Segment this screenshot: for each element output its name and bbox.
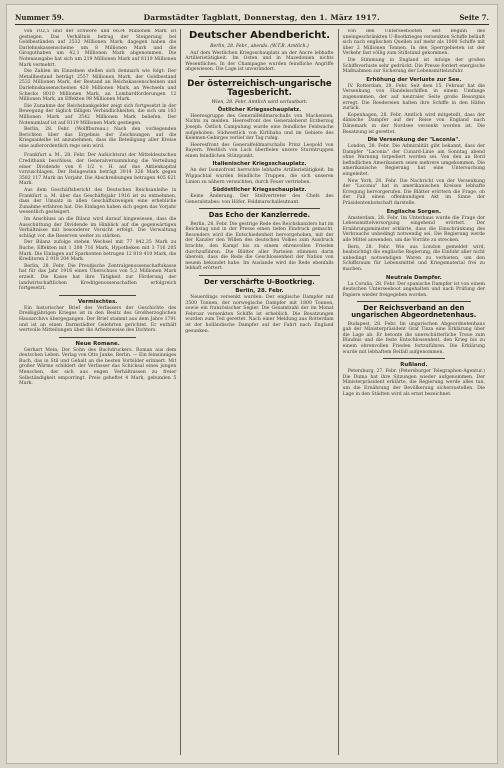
subheading: Erhöhung der Verluste zur See. bbox=[366, 76, 462, 83]
article-paragraph: Amsterdam, 28. Febr. Im Unterhaus wurde die Frage der Lebensmittelversorgung eingehend erörtert. Der Ernährungsminister erklärte, dass die Einschränkung des Verbrauchs unbedingt notwendig sei. Die Regierung werde alle Mittel anwenden, um die Vorräte zu strecken. bbox=[342, 215, 485, 243]
divider bbox=[199, 76, 319, 77]
headline-uboot: Der verschärfte U-Bootkrieg. bbox=[204, 277, 315, 286]
article-paragraph: von 102,5 und der schwere und 6634 Millionen Mark ist gestiegen. Das Verhältnis betrug der Steigerung bei Goldbeständen auf 2532 Millionen Mark; dagegen haben die Darlehnskassenscheine um 8 Millionen Mark und die Giroguthaben um 42,1 Millionen Mark abgenommen. Die Notenausgabe hat sich um 219 Millionen Mark auf 8119 Millionen Mark vermehrt. bbox=[19, 29, 177, 68]
article-paragraph: Berlin, 28. Febr. (Wolffbureau.) Nach den vorliegenden Berichten über das Ergebnis der Zeichnungen auf die Kriegsanleihe ist anzunehmen, dass die Beteiligung aller Kreise eine außerordentlich rege sein wird. bbox=[19, 127, 177, 149]
article-paragraph: Berlin, 28. Febr. Die Preußische Zentralgenossenschaftskasse hat für das Jahr 1916 einen Überschuss von 5,2 Millionen Mark erzielt. Die Kasse hat ihre Tätigkeit zur Förderung der landwirtschaftlichen Kreditgenossenschaften erfolgreich fortgesetzt. bbox=[19, 263, 177, 292]
subheading: Englische Sorgen. bbox=[386, 208, 442, 215]
article-paragraph: An der Isonzofront herrschte lebhafte Artillerietätigkeit. Im Wippachtal wurden feindliche Truppen, die sich unseren Linien zu nähern versuchten, durch Feuer vertrieben. bbox=[185, 168, 334, 185]
article-paragraph: Aus dem Geschäftsbericht des Deutschen Reichsanleihe in Frankfurt a. M. über das Geschäftsjahr 1916 ist zu entnehmen, dass der Umsatz in allen Geschäftszweigen eine erhebliche Zunahme erfahren hat. Die Einlagen haben sich gegen das Vorjahr wesentlich gesteigert. bbox=[19, 188, 177, 216]
article-paragraph: Petersburg, 27. Febr. (Petersburger Telegraphen-Agentur.) Die Duma hat ihre Sitzungen wieder aufgenommen. Der Ministerpräsident erklärte, die Regierung werde alles tun, um die Ernährung der Bevölkerung sicherzustellen. Die Lage in den Städten wird als ernst bezeichnet. bbox=[342, 369, 485, 397]
article-paragraph: von den Unterseebooten seit Beginn des uneingeschränkten U-Bootkrieges versenkten Schiffe beläuft sich nach englischen Quellen auf mehr als 1000 Schiffe mit über 2 Millionen Tonnen. In den Sperrgebieten ist der Verkehr fast völlig zum Stillstand gekommen. bbox=[342, 29, 485, 57]
divider bbox=[199, 208, 319, 209]
column-middle bbox=[180, 29, 337, 755]
article-paragraph: Ein historischer Brief des Verfassers der Geschichte des Dreißigjährigen Krieges ist in den Besitz des Großherzoglichen Hausarchivs übergegangen. Der Brief stammt aus dem Jahre 1791 und ist an einen Darmstädter Gelehrten gerichtet. Er enthält wertvolle Mitteilungen über die Arbeitsweise des Dichters. bbox=[19, 305, 177, 334]
article-paragraph: Neuerdings versenkt wurden: Der englische Dampfer mit 3500 Tonnen, der norwegische Dampfer mit 1800 Tonnen, sowie ein französischer Segler. Die Gesamtzahl der im Monat Februar versenkten Schiffe ist erheblich. Die Besatzungen wurden zum Teil gerettet. Nach einer Meldung aus Rotterdam ist der holländische Dampfer auf der Fahrt nach England gesunken. bbox=[185, 295, 334, 334]
subheading: Italienischer Kriegsschauplatz. bbox=[212, 161, 307, 168]
article-paragraph: Frankfurt a. M., 28. Febr. Der Aufsichtsrat der Mitteldeutschen Creditbank beschloss, der Generalversammlung die Verteilung einer Dividende von 6 1/2 v. H. auf das Aktienkapital vorzuschlagen. Der Reingewinn beträgt 3914 326 Mark gegen 3582 117 Mark im Vorjahr. Die Abschreibungen betragen 405 621 Mark. bbox=[19, 153, 177, 187]
divider bbox=[199, 275, 319, 276]
article-paragraph: London, 28. Febr. Die Admiralität gibt bekannt, dass der Dampfer "Laconia" der Cunard-Linie am Sonntag abend ohne Warnung torpediert worden sei. Von den an Bord befindlichen Amerikanern seien mehrere umgekommen. Die amerikanische Regierung hat eine Untersuchung eingeleitet. bbox=[342, 144, 485, 178]
article-paragraph: Im Anschluss an die Bilanz wird darauf hingewiesen, dass die Ausschüttung der Dividende im Hinblick auf die gegenwärtigen Verhältnisse mit besonderer Vorsicht erfolgt. Die Verwaltung schlägt vor, die Reserven weiter zu stärken. bbox=[19, 217, 177, 239]
article-paragraph: Gerhart Mein, Der Sohn des Buchdruckers. Roman aus dem deutschen Leben. Verlag von Otto Janke, Berlin. — Ein feinsinniges Buch, das in Stil und Gehalt an die besten Vorbilder erinnert. Mit großer Wärme schildert der Verfasser das Schicksal eines jungen Menschen, der sich aus engen Verhältnissen zu freier Selbständigkeit emporringt. Preis geheftet 4 Mark, gebunden 5 Mark. bbox=[19, 347, 177, 387]
article-paragraph: Berlin, 28. Febr. Die gestrige Rede des Reichskanzlers hat im Reichstag und in der Presse einen tiefen Eindruck gemacht. Besonders wird die Entschiedenheit hervorgehoben, mit der der Kanzler den Willen des deutschen Volkes zum Ausdruck brachte, den Kampf bis zu einem ehrenvollen Frieden durchzuführen. Die Blätter aller Parteien stimmen darin überein, dass die Rede die Geschlossenheit der Nation von neuem bekundet habe. Im Auslande wird die Rede ebenfalls lebhaft erörtert. bbox=[185, 221, 334, 272]
article-paragraph: IV. Rotterdam, 28. Febr. Seit dem 15. Februar hat die Versenkung von Handelsschiffen in einem Umfange zugenommen, der auf neutraler Seite große Besorgnis erregt. Die Reedereien halten ihre Schiffe in den Häfen zurück. bbox=[342, 83, 485, 112]
article-paragraph: Der Bilanz zufolge stehen Wechsel mit 77 842,35 Mark zu Buche, Effekten mit 1 208 716 Mark, Hypotheken mit 3 716 205 Mark. Die Einlagen auf Sparkonten betrugen 12 818 410 Mark, die Kreditoren 2 918 204 Mark. bbox=[19, 240, 177, 263]
subheading: Neutrale Dampfer. bbox=[385, 274, 442, 281]
columns bbox=[15, 29, 489, 755]
issue-number: Nummer 59. bbox=[15, 13, 65, 22]
divider bbox=[59, 337, 136, 338]
article-paragraph: Die Stimmung in England ist infolge der großen Schiffsverluste sehr gedrückt. Die Presse fordert energische Maßnahmen zur Sicherung der Lebensmittelzufuhr. bbox=[342, 57, 485, 75]
article-paragraph: Die Zahlen im Einzelnen stellen sich demnach wie folgt: Der Metallbestand beträgt 2557 Millionen Mark, der Goldbestand 2532 Millionen Mark, der Bestand an Reichskassenscheinen und Darlehnskassenscheinen 420 Millionen Mark, an Wechseln und Schecks 8010 Millionen Mark, an Lombardforderungen 12 Millionen Mark, an Effekten 98 Millionen Mark. bbox=[19, 69, 177, 103]
dateline: Berlin, 28. Febr., abends. (W.T.B. Amtlich.) bbox=[210, 43, 309, 49]
newspaper-title: Darmstädter Tagblatt, Donnerstag, den 1. März 1917. bbox=[143, 13, 380, 22]
article-paragraph: Keine Änderung. Der Stellvertreter des Chefs des Generalstabes: von Höfer, Feldmarschalleutnant. bbox=[185, 194, 334, 205]
subheading: Berlin, 28. Febr. bbox=[235, 288, 284, 295]
article-paragraph: Kopenhagen, 28. Febr. Amtlich wird mitgeteilt, dass der dänische Dampfer auf der Reise von England nach Dänemark in der Nordsee versenkt worden ist. Die Besatzung ist gerettet. bbox=[342, 112, 485, 135]
article-paragraph: Budapest, 28. Febr. Im ungarischen Abgeordnetenhaus gab der Ministerpräsident Graf Tisza eine Erklärung über die Lage ab. Er betonte die unerschütterliche Treue zum Bündnis und die feste Entschlossenheit, den Krieg bis zu einem ehrenvollen Frieden fortzuführen. Die Erklärung wurde mit lebhaftem Beifall aufgenommen. bbox=[342, 321, 485, 355]
divider bbox=[383, 358, 445, 359]
article-paragraph: Bern, 28. Febr. Wie aus London gemeldet wird, beabsichtigt die englische Regierung, die Einfuhr aller nicht unbedingt notwendigen Waren zu verbieten, um den Schiffsraum für Lebensmittel und Kriegsmaterial frei zu machen. bbox=[342, 244, 485, 272]
column-right bbox=[338, 29, 489, 755]
subheading: Die Versenkung der "Laconia". bbox=[367, 137, 461, 144]
article-paragraph: Heeresgruppe des Generalfeldmarschalls von Mackensen. Nichts zu melden. Heeresfront des Generaloberst Erzherzog Joseph: Östlich Campulung wurde eine feindliche Feldwache aufgehoben. Südwestlich von Kirlibaba und im Gebiete des Kelemen-Gebirges verlief der Tag ruhig. bbox=[185, 113, 334, 142]
headline-reichsverband: Der Reichsverband an den ungarischen Abgeordnetenhaus. bbox=[351, 304, 477, 320]
column-left bbox=[15, 29, 180, 755]
page-number: Seite 7. bbox=[459, 13, 489, 22]
divider bbox=[357, 301, 471, 302]
article-paragraph: Die Zunahme der Reichsbankgelder zeigt sich fortgesetzt in der Bewegung der täglich fälligen Verbindlichkeiten, die sich um 163 Millionen Mark auf 3542 Millionen Mark beliefen. Der Notenumlauf ist auf 8119 Millionen Mark gestiegen. bbox=[19, 103, 177, 126]
headline-abendbericht: Deutscher Abendbericht. bbox=[188, 30, 330, 41]
masthead bbox=[15, 11, 489, 25]
subheading: Südöstlicher Kriegsschauplatz. bbox=[212, 187, 307, 194]
article-paragraph: Heeresfront des Generalfeldmarschalls Prinz Leopold von Bayern. Westlich von Luck überfielen unsere Sturmtruppen einen feindlichen Stützpunkt. bbox=[185, 142, 334, 159]
divider bbox=[59, 295, 136, 296]
newspaper-page bbox=[6, 4, 498, 764]
dateline: Wien, 28. Febr. Amtlich wird verlautbart: bbox=[211, 99, 308, 105]
headline-austria-report: Der österreichisch-ungarische Tagesbericht. bbox=[187, 78, 332, 98]
subheading: Östlicher Kriegsschauplatz. bbox=[217, 106, 302, 113]
article-paragraph: La Coruña, 28. Febr. Der spanische Dampfer ist von einem deutschen Unterseeboot angehalten und nach Prüfung der Papiere wieder freigegeben worden. bbox=[342, 281, 485, 298]
subheading-russland: Rußland. bbox=[400, 362, 428, 369]
section-heading-romane: Neue Romane. bbox=[75, 340, 120, 347]
section-heading-vermischtes: Vermischtes. bbox=[77, 298, 118, 305]
headline-kanzlerrede: Das Echo der Kanzlerrede. bbox=[208, 211, 311, 220]
article-paragraph: Auf dem Westlichen Kriegsschauplatz an der Ancre lebhafte Artillerietätigkeit. Im Osten und in Mazedonien nichts Wesentliches. In der Champagne wurden feindliche Angriffe abgewiesen. Die Lage ist unverändert. bbox=[185, 50, 334, 73]
article-paragraph: New York, 28. Febr. Die Nachricht von der Versenkung der "Laconia" hat in amerikanischen Kreisen lebhafte Erregung hervorgerufen. Die Blätter erörtern die Frage, ob der Fall einen offenkundigen Akt im Sinne der Präsidentenbotschaft darstelle. bbox=[342, 178, 485, 207]
